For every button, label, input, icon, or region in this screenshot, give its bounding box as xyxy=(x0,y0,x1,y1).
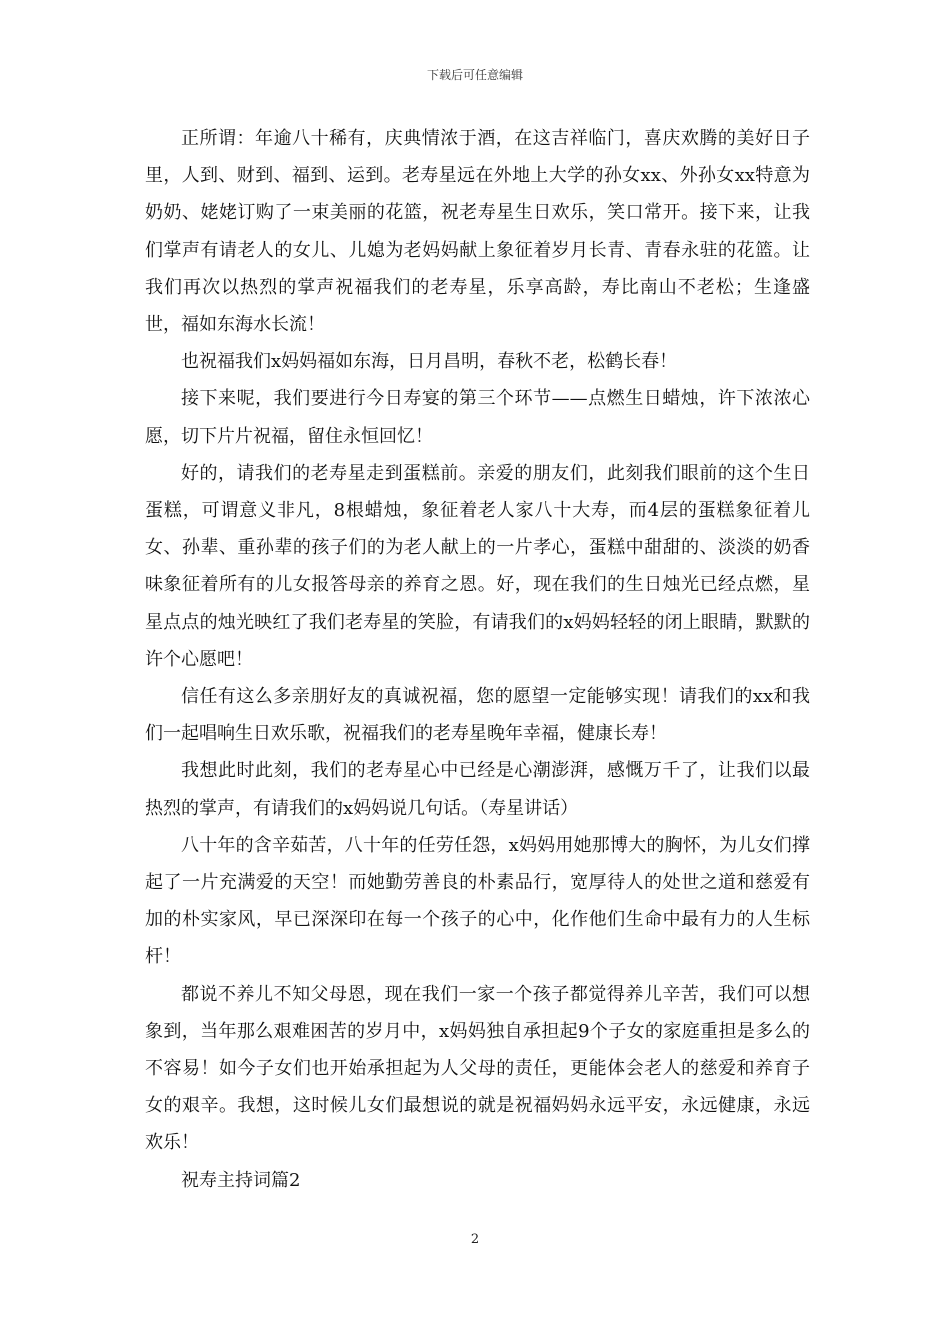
paragraph: 八十年的含辛茹苦，八十年的任劳任怨，x妈妈用她那博大的胸怀，为儿女们撑起了一片充满爱的天空！而她勤劳善良的朴素品行，宽厚待人的处世之道和慈爱有加的朴实家风，早已深深印在每一个孩子的心中，化作他们生命中最有力的人生标杆！ xyxy=(145,834,810,968)
paragraph: 我想此时此刻，我们的老寿星心中已经是心潮澎湃，感慨万千了，让我们以最热烈的掌声，有请我们的x妈妈说几句话。（寿星讲话） xyxy=(145,760,810,819)
section-heading: 祝寿主持词篇2 xyxy=(181,1169,301,1191)
paragraph: 好的，请我们的老寿星走到蛋糕前。亲爱的朋友们，此刻我们眼前的这个生日蛋糕，可谓意义非凡，8根蜡烛，象征着老人家八十大寿，而4层的蛋糕象征着儿女、孙辈、重孙辈的孩子们的为老人献上的一片孝心，蛋糕中甜甜的、淡淡的奶香味象征着所有的儿女报答母亲的养育之恩。好，现在我们的生日烛光已经点燃，星星点点的烛光映红了我们老寿星的笑脸，有请我们的x妈妈轻轻的闭上眼睛，默默的许个心愿吧！ xyxy=(145,462,810,670)
page-number: 2 xyxy=(470,1232,480,1247)
paragraph: 也祝福我们x妈妈福如东海，日月昌明，春秋不老，松鹤长春！ xyxy=(181,351,678,373)
paragraph: 信任有这么多亲朋好友的真诚祝福，您的愿望一定能够实现！请我们的xx和我们一起唱响生日欢乐歌，祝福我们的老寿星晚年幸福，健康长寿！ xyxy=(145,686,810,745)
page-header: 下载后可任意编辑 xyxy=(426,68,523,82)
paragraph: 都说不养儿不知父母恩，现在我们一家一个孩子都觉得养儿辛苦，我们可以想象到，当年那么艰难困苦的岁月中，x妈妈独自承担起9个子女的家庭重担是多么的不容易！如今子女们也开始承担起为人父母的责任，更能体会老人的慈爱和养育子女的艰辛。我想，这时候儿女们最想说的就是祝福妈妈永远平安，永远健康，永远欢乐！ xyxy=(145,983,810,1154)
document-body xyxy=(145,120,810,1199)
paragraph: 正所谓：年逾八十稀有，庆典情浓于酒，在这吉祥临门，喜庆欢腾的美好日子里，人到、财到、福到、运到。老寿星远在外地上大学的孙女xx、外孙女xx特意为奶奶、姥姥订购了一束美丽的花篮，祝老寿星生日欢乐，笑口常开。接下来，让我们掌声有请老人的女儿、儿媳为老妈妈献上象征着岁月长青、青春永驻的花篮。让我们再次以热烈的掌声祝福我们的老寿星，乐享高龄，寿比南山不老松；生逢盛世，福如东海水长流！ xyxy=(145,128,810,336)
paragraph: 接下来呢，我们要进行今日寿宴的第三个环节——点燃生日蜡烛，许下浓浓心愿，切下片片祝福，留住永恒回忆！ xyxy=(145,388,810,447)
